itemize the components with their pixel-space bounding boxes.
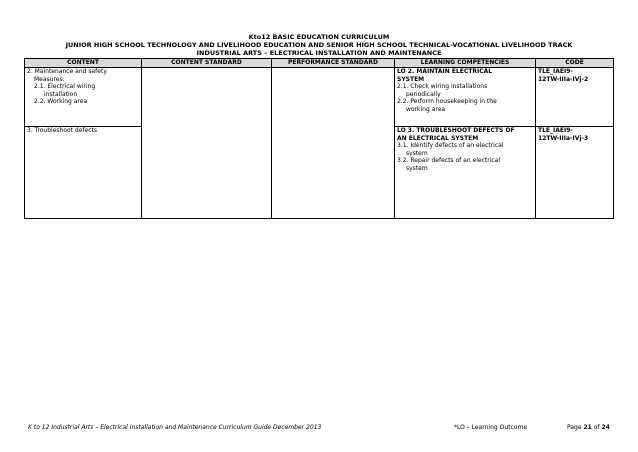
performance-standard-cell [272,68,395,219]
content-line: installation [44,90,78,98]
col-header-code: CODE [536,59,614,68]
code-cell [536,127,614,219]
competency-line: system [406,164,428,172]
content-line: 2.1. Electrical wiring [34,83,96,91]
col-header-learning-competencies: LEARNING COMPETENCIES [395,59,536,68]
learning-competencies-cell [395,68,536,127]
content-line: Measures: [34,75,65,83]
code-line: TLE_IAEI9- [538,68,573,75]
code-cell [536,68,614,127]
doc-subtitle: JUNIOR HIGH SCHOOL TECHNOLOGY AND LIVELIHOOD EDUCATION AND SENIOR HIGH SCHOOL TECHNICAL-VOCATIONAL LIVELIHOOD TRACK [65,41,573,49]
content-cell [25,127,142,219]
page-current: 21 [583,424,592,431]
footer-guide-title: K to 12 Industrial Arts – Electrical Installation and Maintenance Curriculum Guide December 2013 [28,424,322,431]
footer-lo-note: *LO – Learning Outcome [454,424,528,431]
competency-line: 2.2. Perform housekeeping in the [397,98,497,106]
lo-title: LO 2. MAINTAIN ELECTRICAL [397,68,493,75]
content-cell [25,68,142,127]
learning-competencies-cell [395,127,536,219]
page-of: of [593,424,600,431]
code-line: TLE_IAEI9- [538,127,573,134]
code-line: 12TW-IIIa-IVj-2 [538,75,589,83]
lo-title: LO 3. TROUBLESHOOT DEFECTS OF [397,127,515,134]
content-line: 2.2. Working area [34,98,88,106]
content-standard-cell [142,68,272,219]
page-total: 24 [601,424,610,431]
competency-line: working area [406,105,446,113]
content-line: 2. Maintenance and safety [27,68,107,75]
table-row [25,68,614,127]
competency-line: 2.1. Check wiring installations [397,83,488,91]
footer-page-number [567,424,610,432]
page-prefix: Page [567,424,582,431]
lo-title: SYSTEM [397,75,425,83]
curriculum-table [24,58,614,219]
col-header-performance-standard: PERFORMANCE STANDARD [272,59,395,68]
code-line: 12TW-IIIa-IVj-3 [538,134,589,142]
col-header-content-standard: CONTENT STANDARD [142,59,272,68]
competency-line: 3.1. Identify defects of an electrical [397,142,504,150]
table-header-row [25,59,614,68]
col-header-content: CONTENT [25,59,142,68]
competency-line: 3.2. Repair defects of an electrical [397,157,501,165]
lo-title: AN ELECTRICAL SYSTEM [397,134,479,142]
doc-title: Kto12 BASIC EDUCATION CURRICULUM [248,33,390,41]
competency-line: periodically [406,90,441,98]
content-line: 3. Troubleshoot defects [27,127,98,134]
doc-track: INDUSTRIAL ARTS – ELECTRICAL INSTALLATION AND MAINTENANCE [196,49,442,57]
competency-line: system [406,149,428,157]
